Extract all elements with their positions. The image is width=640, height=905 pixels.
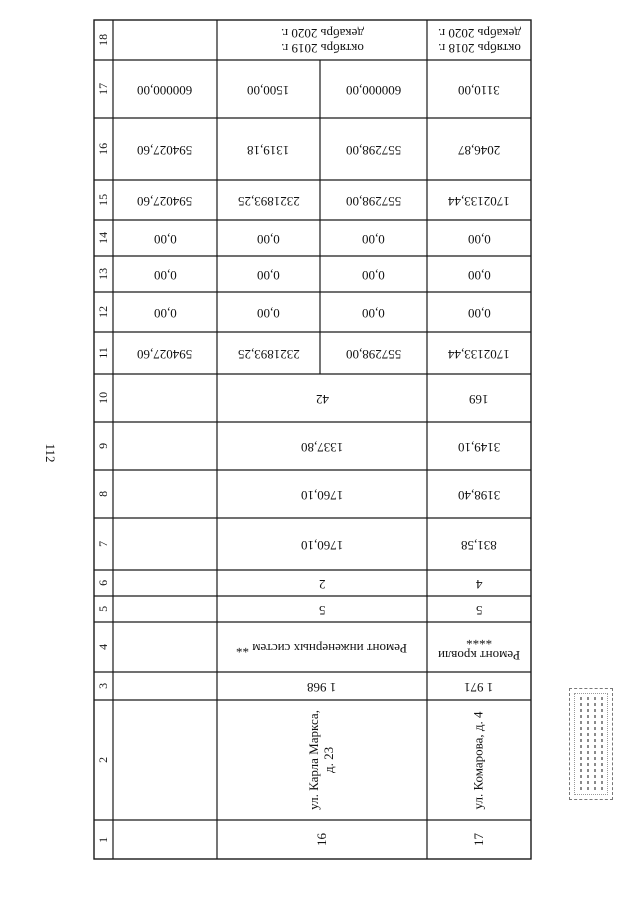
row17-cell-8: [427, 470, 531, 518]
col-header-11: [94, 332, 113, 374]
stamp-text-line: [601, 697, 603, 791]
cell-value: 831,58: [461, 537, 497, 553]
cell-value: 594027,60: [137, 346, 193, 362]
row16-cell-11a: [217, 332, 320, 374]
cell-value: 0,00: [153, 267, 177, 283]
row16-cell-2: [217, 700, 427, 820]
cell-value: 2046,87: [457, 142, 501, 158]
cell-value: 0,00: [257, 231, 280, 247]
cell-value: 42: [315, 391, 329, 407]
row16-cell-16b: [320, 118, 427, 180]
col-header-label: 3: [95, 682, 110, 689]
col-header-7: [94, 518, 113, 570]
cell-value: 1702133,44: [448, 193, 510, 209]
cell-value: 594027,60: [137, 142, 193, 158]
col-header-label: 1: [95, 836, 110, 843]
col-header-2: [94, 700, 113, 820]
row17-cell-15: [427, 180, 531, 220]
row16-cell-17b: [320, 60, 427, 118]
partial-cell-12: [113, 292, 217, 332]
partial-cell-17: [113, 60, 217, 118]
row16-cell-7: [217, 518, 427, 570]
row17-cell-7: [427, 518, 531, 570]
col-header-label: 18: [95, 33, 110, 46]
cell-value: 0,00: [257, 267, 280, 283]
col-header-3: [94, 672, 113, 700]
cell-value: 1 968: [307, 679, 337, 695]
partial-cell-15: [113, 180, 217, 220]
cell-value: Ремонт инженерных систем **: [236, 640, 408, 656]
row17-cell-14: [427, 220, 531, 256]
col-header-label: 15: [95, 193, 110, 206]
row16-cell-5: [217, 596, 427, 622]
cell-value: 169: [469, 391, 489, 407]
row16-cell-17a: [217, 60, 320, 118]
col-header-label: 14: [95, 231, 110, 244]
cell-value: 0,00: [467, 267, 491, 283]
row16-cell-4: [217, 622, 427, 672]
row17-cell-17: [427, 60, 531, 118]
col-header-label: 11: [95, 347, 110, 359]
cell-value: Ремонт кровли ****: [437, 633, 521, 663]
col-header-9: [94, 422, 113, 470]
row16-cell-1: [217, 820, 427, 859]
cell-value: 1 971: [464, 679, 494, 695]
cell-value: 2321893,25: [237, 193, 300, 209]
cell-value: 1337,80: [300, 439, 344, 455]
col-header-10: [94, 374, 113, 422]
row17-cell-6: [427, 570, 531, 596]
row17-cell-13: [427, 256, 531, 292]
cell-value: 594027,60: [137, 193, 193, 209]
stamp-text-line: [587, 697, 589, 791]
row16-cell-15b: [320, 180, 427, 220]
partial-cell-11: [113, 332, 217, 374]
cell-value: 5: [475, 602, 483, 618]
col-header-6: [94, 570, 113, 596]
partial-cell-13: [113, 256, 217, 292]
cell-value: октябрь 2018 г. декабрь 2020 г.: [437, 26, 521, 56]
cell-value: 3149,10: [457, 439, 501, 455]
col-header-label: 17: [95, 82, 110, 95]
cell-value: 1760,10: [300, 487, 344, 503]
cell-value: 2321893,25: [237, 346, 300, 362]
col-header-label: 8: [95, 490, 110, 497]
col-header-label: 12: [95, 305, 110, 318]
row17-cell-12: [427, 292, 531, 332]
cell-value: 0,00: [467, 231, 491, 247]
cell-value: 1702133,44: [448, 346, 510, 362]
col-header-label: 10: [95, 391, 110, 404]
cell-value: 1760,10: [300, 537, 344, 553]
row16-cell-8: [217, 470, 427, 518]
cell-value: 17: [470, 833, 486, 846]
cell-value: 3110,00: [458, 82, 500, 98]
row17-cell-2: [427, 700, 531, 820]
col-header-label: 5: [95, 605, 110, 612]
row16-cell-13b: [320, 256, 427, 292]
cell-value: 1500,00: [247, 82, 290, 98]
row17-cell-4: [427, 622, 531, 672]
row17-cell-11: [427, 332, 531, 374]
stamp-text-line: [580, 697, 582, 791]
col-header-5: [94, 596, 113, 622]
row16-cell-9: [217, 422, 427, 470]
row16-cell-6: [217, 570, 427, 596]
col-header-18: [94, 20, 113, 60]
cell-value: 0,00: [362, 267, 385, 283]
col-header-label: 9: [95, 442, 110, 449]
partial-cell-16: [113, 118, 217, 180]
col-header-label: 13: [95, 267, 110, 280]
col-header-8: [94, 470, 113, 518]
cell-value: 0,00: [362, 231, 385, 247]
row16-cell-3: [217, 672, 427, 700]
row16-cell-11b: [320, 332, 427, 374]
col-header-1: [94, 820, 113, 859]
cell-value: 600000,00: [345, 82, 402, 98]
row17-cell-16: [427, 118, 531, 180]
row16-cell-16a: [217, 118, 320, 180]
row17-cell-9: [427, 422, 531, 470]
col-header-label: 2: [95, 756, 110, 763]
col-header-label: 7: [95, 540, 110, 547]
col-header-13: [94, 256, 113, 292]
row17-cell-3: [427, 672, 531, 700]
cell-value: 0,00: [362, 305, 385, 321]
col-header-17: [94, 60, 113, 118]
cell-value: 557298,00: [345, 193, 402, 209]
col-header-label: 4: [95, 643, 110, 650]
row16-cell-14b: [320, 220, 427, 256]
row16-cell-18: [217, 20, 427, 60]
cell-value: 2: [318, 576, 326, 592]
row16-cell-12b: [320, 292, 427, 332]
cell-value: 0,00: [153, 231, 177, 247]
row16-cell-15a: [217, 180, 320, 220]
cell-value: 0,00: [153, 305, 177, 321]
row16-cell-10: [217, 374, 427, 422]
row16-cell-14a: [217, 220, 320, 256]
cell-value: 0,00: [467, 305, 491, 321]
row17-cell-1: [427, 820, 531, 859]
col-header-label: 6: [95, 579, 110, 586]
cell-value: 600000,00: [137, 82, 193, 98]
cell-value: 557298,00: [345, 346, 402, 362]
cell-value: 16: [313, 833, 329, 846]
cell-value: 5: [318, 602, 326, 618]
cell-value: 3198,40: [457, 487, 501, 503]
cell-value: 0,00: [257, 305, 280, 321]
stamp-graphic: [569, 688, 613, 800]
col-header-15: [94, 180, 113, 220]
row16-cell-12a: [217, 292, 320, 332]
cell-value: ул. Карла Маркса, д. 23: [306, 710, 336, 810]
cell-value: 1319,18: [247, 142, 290, 158]
stamp-text-line: [594, 697, 596, 791]
row17-cell-5: [427, 596, 531, 622]
page-number: 112: [43, 443, 58, 463]
row17-cell-10: [427, 374, 531, 422]
col-header-16: [94, 118, 113, 180]
partial-cell-14: [113, 220, 217, 256]
cell-value: ул. Комарова, д. 4: [470, 711, 486, 809]
row16-cell-13a: [217, 256, 320, 292]
col-header-4: [94, 622, 113, 672]
col-header-14: [94, 220, 113, 256]
cell-value: 557298,00: [345, 142, 402, 158]
cell-value: 4: [475, 576, 483, 592]
col-header-label: 16: [95, 142, 110, 155]
row17-cell-18: [427, 20, 531, 60]
cell-value: октябрь 2019 г. декабрь 2020 г.: [280, 26, 364, 56]
col-header-12: [94, 292, 113, 332]
